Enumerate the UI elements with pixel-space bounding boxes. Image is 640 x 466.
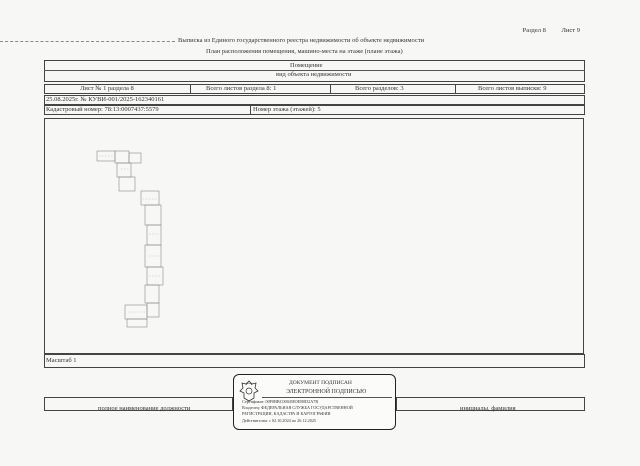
floor-plan-drawing [45, 119, 583, 353]
section-label: Раздел 8 [522, 27, 546, 34]
stamp-valid: Действителен: с 02.10.2024 по 26.12.2025 [242, 418, 317, 423]
total-sheets-section: Всего листов раздела 8: 1 [206, 85, 277, 92]
floor-plan-frame [44, 118, 584, 354]
meta-divider-2 [330, 84, 331, 94]
header-section-sheet [509, 27, 580, 34]
stamp-rule [262, 397, 392, 398]
initials-caption: инициалы, фамилия [460, 405, 516, 412]
stamp-cert: Сертификат: 00F0BBC00045E0EB0D2A7B [242, 399, 319, 404]
cadastral-number: Кадастровый номер: 78:13:0007437:5579 [46, 106, 159, 113]
object-kind: Помещение [290, 62, 323, 69]
cadastral-divider [250, 105, 251, 115]
footer-divider-right [396, 397, 397, 411]
stamp-line1: ДОКУМЕНТ ПОДПИСАН [289, 380, 352, 386]
stamp-owner2: РЕГИСТРАЦИИ, КАДАСТРА И КАРТОГРАФИИ [242, 411, 331, 416]
object-kind-caption: вид объекта недвижимости [276, 71, 352, 78]
sheet-of-section: Лист № 1 раздела 8 [80, 85, 134, 92]
header-rule [0, 41, 175, 42]
stamp-line2: ЭЛЕКТРОННОЙ ПОДПИСЬЮ [286, 389, 367, 395]
total-sections: Всего разделов: 3 [355, 85, 404, 92]
total-sheets-extract: Всего листов выписки: 9 [478, 85, 547, 92]
document-subtitle: План расположения помещения, машино-места на этаже (плане этажа) [206, 48, 403, 55]
doc-ref: 25.08.2025г. № КУВИ-001/2025-162340161 [46, 96, 165, 103]
scale-label: Масштаб 1 [46, 357, 77, 364]
meta-divider-3 [455, 84, 456, 94]
floor-number: Номер этажа (этажей): 5 [253, 106, 321, 113]
stamp-owner: Владелец: ФЕДЕРАЛЬНАЯ СЛУЖБА ГОСУДАРСТВЕННОЙ [242, 405, 353, 410]
e-signature-stamp [233, 374, 396, 430]
sheet-label: Лист 9 [561, 27, 580, 34]
scale-row [44, 354, 585, 368]
meta-divider-1 [190, 84, 191, 94]
document-title: Выписка из Единого государственного реестра недвижимости об объекте недвижимости [178, 37, 425, 44]
position-caption: полное наименование должности [98, 405, 191, 412]
